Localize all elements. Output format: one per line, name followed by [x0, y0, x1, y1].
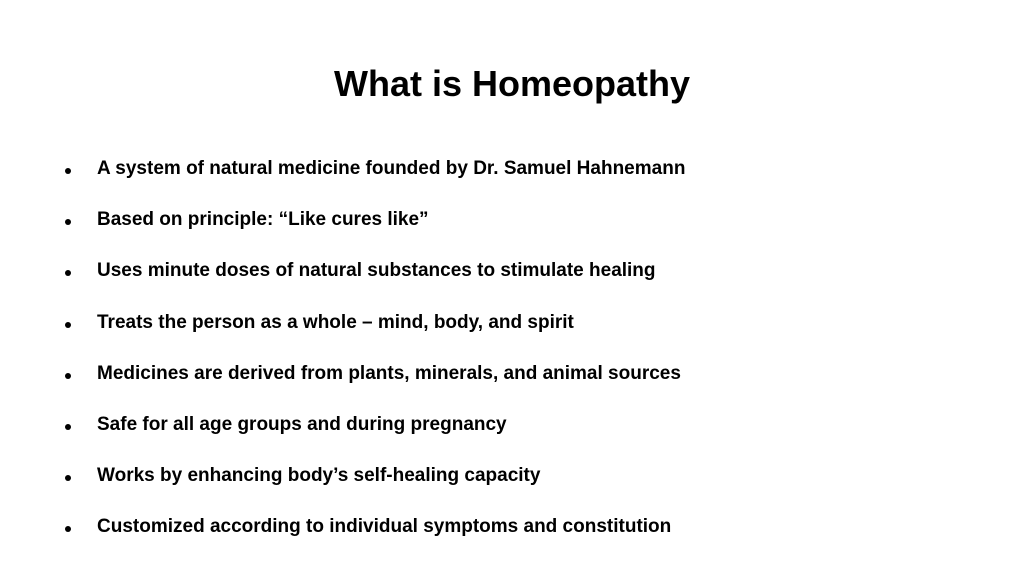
bullet-text: Uses minute doses of natural substances to stimulate healing — [97, 260, 656, 282]
bullet-text: Medicines are derived from plants, minerals, and animal sources — [97, 362, 681, 384]
list-item — [0, 411, 1024, 462]
list-item — [0, 155, 1024, 206]
bullet-text: Works by enhancing body’s self-healing capacity — [97, 465, 541, 487]
bullet-text: Safe for all age groups and during pregnancy — [97, 413, 507, 435]
bullet-dot-icon — [65, 219, 71, 225]
bullet-text: A system of natural medicine founded by Dr. Samuel Hahnemann — [97, 158, 686, 179]
list-item — [0, 462, 1024, 513]
bullet-text: Customized according to individual symptoms and constitution — [97, 516, 672, 538]
list-item — [0, 360, 1024, 411]
bullet-dot-icon — [65, 168, 71, 174]
bullet-dot-icon — [65, 373, 71, 379]
bullet-dot-icon — [65, 475, 71, 481]
bullet-dot-icon — [65, 270, 71, 276]
bullet-dot-icon — [65, 322, 71, 328]
bullet-text: Treats the person as a whole – mind, body, and spirit — [97, 311, 574, 333]
bullet-text: Based on principle: “Like cures like” — [97, 209, 429, 231]
bullet-list — [0, 155, 1024, 565]
slide-title: What is Homeopathy — [333, 63, 691, 104]
list-item — [0, 206, 1024, 257]
bullet-dot-icon — [65, 526, 71, 532]
bullet-dot-icon — [65, 424, 71, 430]
list-item — [0, 309, 1024, 360]
list-item — [0, 257, 1024, 308]
list-item — [0, 513, 1024, 564]
